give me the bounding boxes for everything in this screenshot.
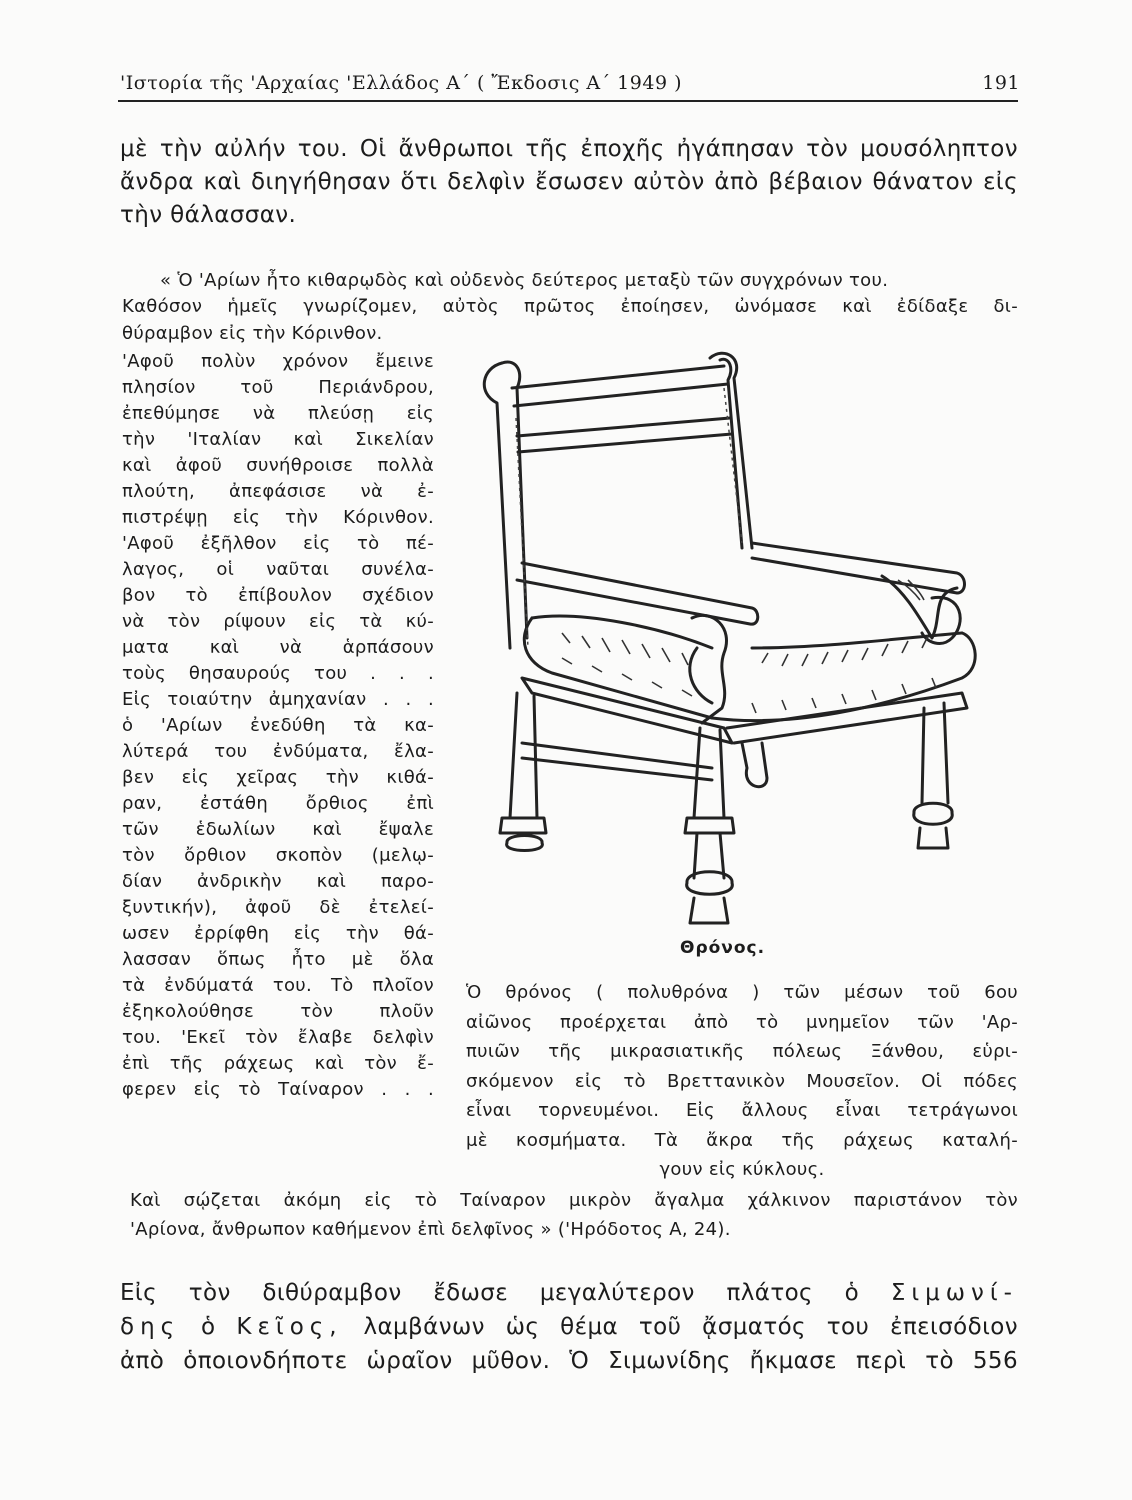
text-line: ματα καὶ νὰ ἁρπάσουν bbox=[122, 637, 434, 658]
text-line: ραν, ἐστάθη ὄρθιος ἐπὶ bbox=[122, 793, 434, 814]
text-line: λύτερά του ἐνδύματα, ἔλα- bbox=[122, 741, 434, 762]
text-fragment: ὁ bbox=[201, 1314, 216, 1340]
text-line: τὰ ἐνδύματά του. Τὸ πλοῖον bbox=[122, 975, 434, 996]
running-title: 'Ιστορία τῆς 'Αρχαίας 'Ελλάδος Α΄ ( Ἔκδοσις Α΄ 1949 ) bbox=[120, 72, 682, 94]
emphasized-name: Σιμωνί- bbox=[890, 1280, 1018, 1306]
caption-line: μὲ κοσμήματα. Τὰ ἄκρα τῆς ράχεως καταλή- bbox=[466, 1129, 1018, 1151]
text-line bbox=[120, 1310, 1018, 1344]
text-line: τῶν ἑδωλίων καὶ ἔψαλε bbox=[122, 819, 434, 840]
text-line bbox=[120, 1276, 1018, 1310]
text-line: πλούτη, ἀπεφάσισε νὰ ἐ- bbox=[122, 481, 434, 502]
text-fragment: Εἰς τὸν διθύραμβον ἔδωσε μεγαλύτερον πλάτος ὁ bbox=[120, 1280, 860, 1306]
text-line: Καὶ σῴζεται ἀκόμη εἰς τὸ Ταίναρον μικρὸν ἄγαλμα χάλκινον παριστάνον τὸν bbox=[130, 1190, 1018, 1211]
text-line: βεν εἰς χεῖρας τὴν κιθά- bbox=[122, 767, 434, 788]
quote-line: Καθόσον ἡμεῖς γνωρίζομεν, αὐτὸς πρῶτος ἐποίησεν, ὠνόμασε καὶ ἐδίδαξε δι- bbox=[122, 296, 1018, 317]
caption-line: εἶναι τορνευμένοι. Εἰς ἄλλους εἶναι τετράγωνοι bbox=[466, 1100, 1018, 1121]
emphasized-name: Κεῖος, bbox=[236, 1314, 343, 1340]
text-line: ἐπὶ τῆς ράχεως καὶ τὸν ἔ- bbox=[122, 1053, 434, 1074]
text-line: λασσαν ὅπως ἦτο μὲ ὅλα bbox=[122, 949, 434, 970]
caption-line: γουν εἰς κύκλους. bbox=[659, 1159, 825, 1180]
text-line: πιστρέψῃ εἰς τὴν Κόρινθον. bbox=[122, 507, 434, 528]
text-line: καὶ ἀφοῦ συνήθροισε πολλὰ bbox=[122, 455, 434, 476]
page-number: 191 bbox=[982, 72, 1020, 94]
text-fragment: λαμβάνων ὡς θέμα τοῦ ᾄσματός του ἐπεισόδιον bbox=[363, 1314, 1019, 1340]
quote-line: θύραμβον εἰς τὴν Κόρινθον. bbox=[122, 323, 383, 344]
text-line: τὴν 'Ιταλίαν καὶ Σικελίαν bbox=[122, 429, 434, 450]
text-line: νὰ τὸν ρίψουν εἰς τὰ κύ- bbox=[122, 611, 434, 632]
figure-caption bbox=[466, 978, 1018, 1185]
text-line: ωσεν ἐρρίφθη εἰς τὴν θά- bbox=[122, 923, 434, 944]
throne-drawing bbox=[462, 348, 1018, 948]
text-line: τὸν ὄρθιον σκοπὸν (μελῳ- bbox=[122, 845, 434, 866]
text-line: ξυντικήν), ἀφοῦ δὲ ἐτελεί- bbox=[122, 897, 434, 918]
left-column-text bbox=[122, 349, 434, 1103]
text-line: του. 'Εκεῖ τὸν ἔλαβε δελφὶν bbox=[122, 1027, 434, 1048]
caption-line: αἰῶνος προέρχεται ἀπὸ τὸ μνημεῖον τῶν 'Αρ- bbox=[466, 1011, 1018, 1033]
figure-title: Θρόνος. bbox=[680, 938, 766, 958]
page-header bbox=[120, 72, 1020, 100]
text-line: ἀπὸ ὁποιονδήποτε ὡραῖον μῦθον. Ὁ Σιμωνίδης ἤκμασε περὶ τὸ 556 bbox=[120, 1348, 1018, 1374]
text-line: λαγος, οἱ ναῦται συνέλα- bbox=[122, 559, 434, 580]
text-line: 'Αφοῦ ἐξῆλθον εἰς τὸ πέ- bbox=[122, 533, 434, 554]
throne-illustration bbox=[462, 348, 1018, 958]
text-line: ὁ 'Αρίων ἐνεδύθη τὰ κα- bbox=[122, 715, 434, 736]
text-line: 'Αρίονα, ἄνθρωπον καθήμενον ἐπὶ δελφῖνος » ('Ηρόδοτος Α, 24). bbox=[130, 1219, 731, 1240]
quote-line: « Ὁ 'Αρίων ἦτο κιθαρῳδὸς καὶ οὐδενὸς δεύτερος μεταξὺ τῶν συγχρόνων του. bbox=[160, 270, 889, 291]
caption-line: πυιῶν τῆς μικρασιατικῆς πόλεως Ξάνθου, εὑρι- bbox=[466, 1041, 1018, 1062]
bottom-paragraph bbox=[120, 1276, 1018, 1378]
intro-paragraph: μὲ τὴν αὐλήν του. Οἱ ἄνθρωποι τῆς ἐποχῆς ἠγάπησαν τὸν μουσόληπτον ἄνδρα καὶ διηγήθησαν ὅτι δελφὶν ἔσωσεν αὐτὸν ἀπὸ βέβαιον θάνατον εἰς τὴν θάλασσαν. bbox=[120, 136, 1018, 228]
text-line: ἐξηκολούθησε τὸν πλοῦν bbox=[122, 1001, 434, 1022]
text-line: 'Αφοῦ πολὺν χρόνον ἔμεινε bbox=[122, 351, 434, 372]
text-line: βον τὸ ἐπίβουλον σχέδιον bbox=[122, 585, 434, 606]
text-line: φερεν εἰς τὸ Ταίναρον . . . bbox=[122, 1079, 434, 1100]
caption-line: σκόμενον εἰς τὸ Βρεττανικὸν Μουσεῖον. Οἱ πόδες bbox=[466, 1070, 1018, 1092]
text-line: τοὺς θησαυρούς του . . . bbox=[122, 663, 434, 684]
emphasized-name: δης bbox=[120, 1314, 181, 1340]
text-line: Εἰς τοιαύτην ἀμηχανίαν . . . bbox=[122, 689, 434, 710]
text-line: ἐπεθύμησε νὰ πλεύσῃ εἰς bbox=[122, 403, 434, 424]
text-line: δίαν ἀνδρικὴν καὶ παρο- bbox=[122, 871, 434, 892]
caption-line: Ὁ θρόνος ( πολυθρόνα ) τῶν μέσων τοῦ 6ου bbox=[466, 982, 1018, 1003]
header-rule bbox=[118, 100, 1018, 102]
closing-quote bbox=[130, 1186, 1018, 1244]
text-line: πλησίον τοῦ Περιάνδρου, bbox=[122, 377, 434, 398]
